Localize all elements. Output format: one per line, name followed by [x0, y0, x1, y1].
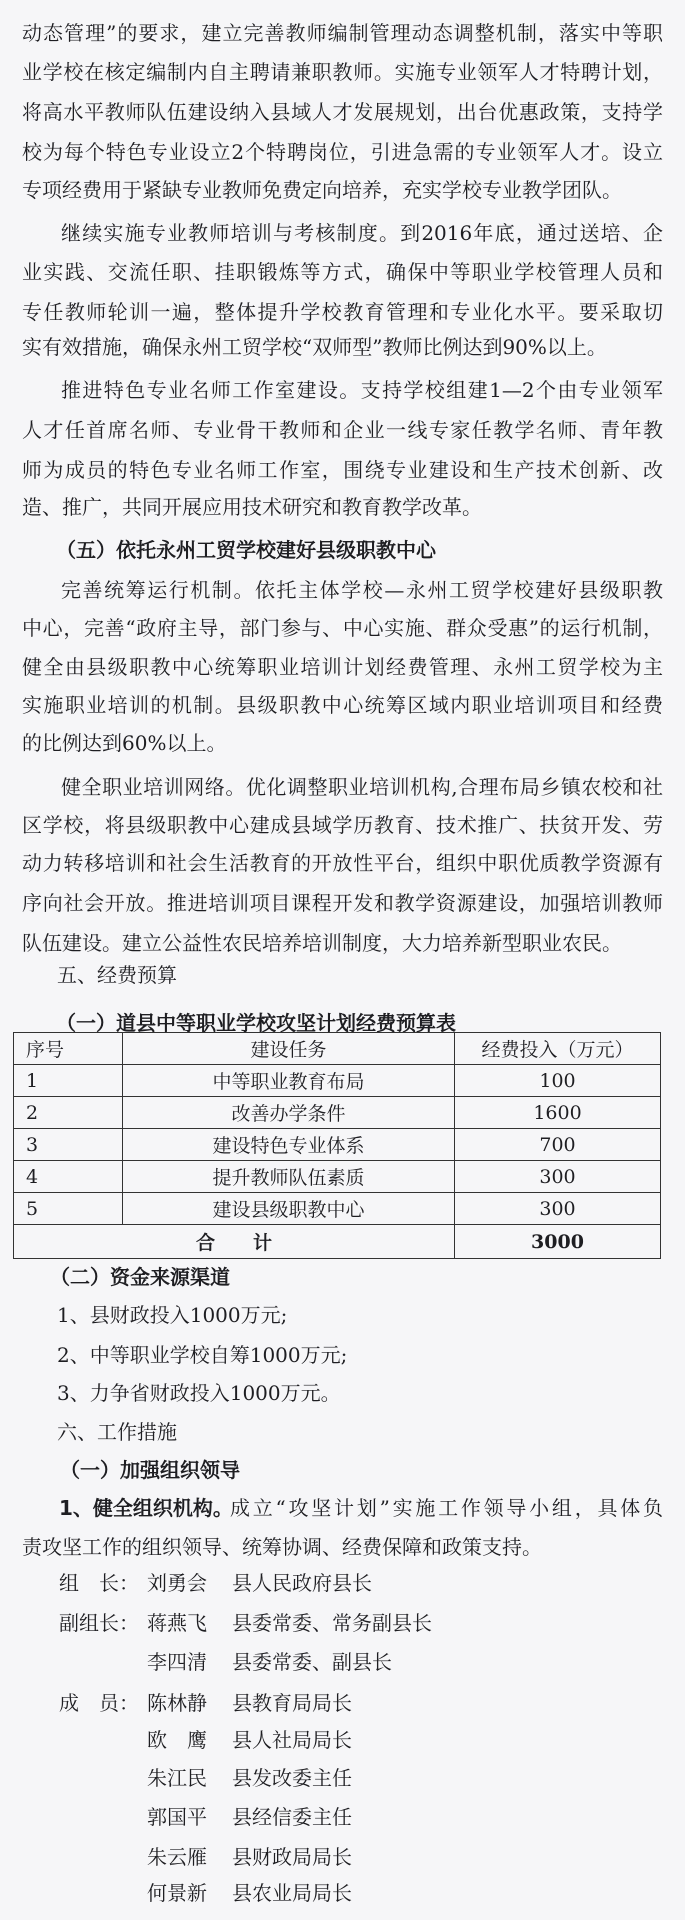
member-title: 县委常委、副县长: [232, 1650, 392, 1674]
total-value: 3000: [455, 1225, 661, 1259]
member-title: 县财政局局长: [232, 1845, 352, 1869]
member-role: 组 长：: [59, 1571, 139, 1595]
member-name: 刘勇会: [147, 1571, 207, 1595]
paragraph-line: 专任教师轮训一遍，整体提升学校教育管理和专业化水平。要采取切: [22, 300, 663, 324]
header-amount: 经费投入（万元）: [455, 1033, 661, 1065]
paragraph-line: 专项经费用于紧缺专业教师免费定向培养，充实学校专业教学团队。: [22, 178, 622, 202]
paragraph-line: 人才任首席名师、专业骨干教师和企业一线专家任教学名师、青年教: [22, 418, 663, 442]
paragraph-line: 实施职业培训的机制。县级职教中心统筹区域内职业培训项目和经费: [22, 693, 663, 717]
table-title: （一）道县中等职业学校攻坚计划经费预算表: [56, 1011, 456, 1035]
member-name: 朱云雁: [147, 1845, 207, 1869]
section-heading: （二）资金来源渠道: [50, 1265, 230, 1289]
paragraph-line: 业实践、交流任职、挂职锻炼等方式，确保中等职业学校管理人员和: [22, 260, 663, 284]
cell-index: 4: [14, 1161, 123, 1193]
cell-amount: 100: [455, 1065, 661, 1097]
member-title: 县委常委、常务副县长: [232, 1611, 432, 1635]
member-name: 李四清: [147, 1650, 207, 1674]
member-name: 陈林静: [147, 1691, 207, 1715]
member-name: 欧 鹰: [147, 1728, 207, 1752]
header-index: 序号: [14, 1033, 123, 1065]
paragraph-line: 完善统筹运行机制。依托主体学校—永州工贸学校建好县级职教: [61, 578, 663, 602]
cell-index: 5: [14, 1193, 123, 1225]
member-name: 朱江民: [147, 1766, 207, 1790]
paragraph-line: 区学校，将县级职教中心建成县域学历教育、技术推广、扶贫开发、劳: [22, 813, 663, 837]
paragraph-line: 造、推广，共同开展应用技术研究和教育教学改革。: [22, 495, 482, 519]
paragraph-line: 序向社会开放。推进培训项目课程开发和教学资源建设，加强培训教师: [22, 891, 663, 915]
funding-item: 2、中等职业学校自筹1000万元;: [57, 1343, 348, 1367]
member-role: 成 员：: [59, 1691, 139, 1715]
member-title: 县经信委主任: [232, 1805, 352, 1829]
paragraph-line: 师为成员的特色专业名师工作室，围绕专业建设和生产技术创新、改: [22, 458, 663, 482]
section-title: 五、经费预算: [57, 963, 177, 987]
paragraph-line: 校为每个特色专业设立2个特聘岗位，引进急需的专业领军人才。设立: [22, 140, 663, 164]
member-role: 副组长：: [59, 1611, 139, 1635]
member-name: 何景新: [147, 1881, 207, 1905]
section-title: 六、工作措施: [57, 1420, 177, 1444]
paragraph-line: 中心，完善“政府主导，部门参与、中心实施、群众受惠”的运行机制，: [22, 616, 663, 640]
cell-task: 改善办学条件: [123, 1097, 455, 1129]
total-label: 合 计: [14, 1225, 455, 1259]
funding-item: 1、县财政投入1000万元;: [57, 1303, 288, 1327]
header-task: 建设任务: [123, 1033, 455, 1065]
funding-item: 3、力争省财政投入1000万元。: [57, 1381, 341, 1405]
paragraph-line: 责攻坚工作的组织领导、统筹协调、经费保障和政策支持。: [22, 1535, 542, 1559]
cell-index: 1: [14, 1065, 123, 1097]
cell-amount: 300: [455, 1161, 661, 1193]
member-name: 蒋燕飞: [147, 1611, 207, 1635]
member-title: 县农业局局长: [232, 1881, 352, 1905]
section-heading: （一）加强组织领导: [60, 1458, 240, 1482]
table-row: [14, 1161, 661, 1193]
cell-task: 中等职业教育布局: [123, 1065, 455, 1097]
table-row: [14, 1193, 661, 1225]
member-title: 县人民政府县长: [232, 1571, 372, 1595]
paragraph-line: 业学校在核定编制内自主聘请兼职教师。实施专业领军人才特聘计划，: [22, 60, 663, 84]
budget-table: [13, 1032, 661, 1259]
paragraph-line: 将高水平教师队伍建设纳入县域人才发展规划，出台优惠政策，支持学: [22, 100, 663, 124]
cell-task: 建设特色专业体系: [123, 1129, 455, 1161]
paragraph-line: 成立“攻坚计划”实施工作领导小组，具体负: [230, 1496, 663, 1520]
cell-task: 建设县级职教中心: [123, 1193, 455, 1225]
paragraph-line: 的比例达到60%以上。: [22, 731, 227, 755]
paragraph-line: 推进特色专业名师工作室建设。支持学校组建1—2个由专业领军: [61, 378, 663, 402]
table-row: [14, 1097, 661, 1129]
member-title: 县发改委主任: [232, 1766, 352, 1790]
cell-amount: 300: [455, 1193, 661, 1225]
cell-task: 提升教师队伍素质: [123, 1161, 455, 1193]
paragraph-line: 队伍建设。建立公益性农民培养培训制度，大力培养新型职业农民。: [22, 931, 622, 955]
paragraph-line: 健全职业培训网络。优化调整职业培训机构,合理布局乡镇农校和社: [61, 775, 663, 799]
cell-amount: 700: [455, 1129, 661, 1161]
section-heading: （五）依托永州工贸学校建好县级职教中心: [56, 538, 436, 562]
table-total-row: [14, 1225, 661, 1259]
cell-amount: 1600: [455, 1097, 661, 1129]
table-header-row: [14, 1033, 661, 1065]
member-title: 县教育局局长: [232, 1691, 352, 1715]
cell-index: 2: [14, 1097, 123, 1129]
table-row: [14, 1065, 661, 1097]
paragraph-line: 动力转移培训和社会生活教育的开放性平台，组织中职优质教学资源有: [22, 851, 663, 875]
member-title: 县人社局局长: [232, 1728, 352, 1752]
member-name: 郭国平: [147, 1805, 207, 1829]
table-row: [14, 1129, 661, 1161]
paragraph-line: 健全由县级职教中心统筹职业培训计划经费管理、永州工贸学校为主: [22, 655, 663, 679]
paragraph-line: 实有效措施，确保永州工贸学校“双师型”教师比例达到90%以上。: [22, 335, 607, 359]
org-lead: 1、健全组织机构。: [59, 1496, 233, 1520]
paragraph-line: 继续实施专业教师培训与考核制度。到2016年底，通过送培、企: [61, 221, 663, 245]
paragraph-line: 动态管理”的要求，建立完善教师编制管理动态调整机制，落实中等职: [22, 21, 663, 45]
cell-index: 3: [14, 1129, 123, 1161]
